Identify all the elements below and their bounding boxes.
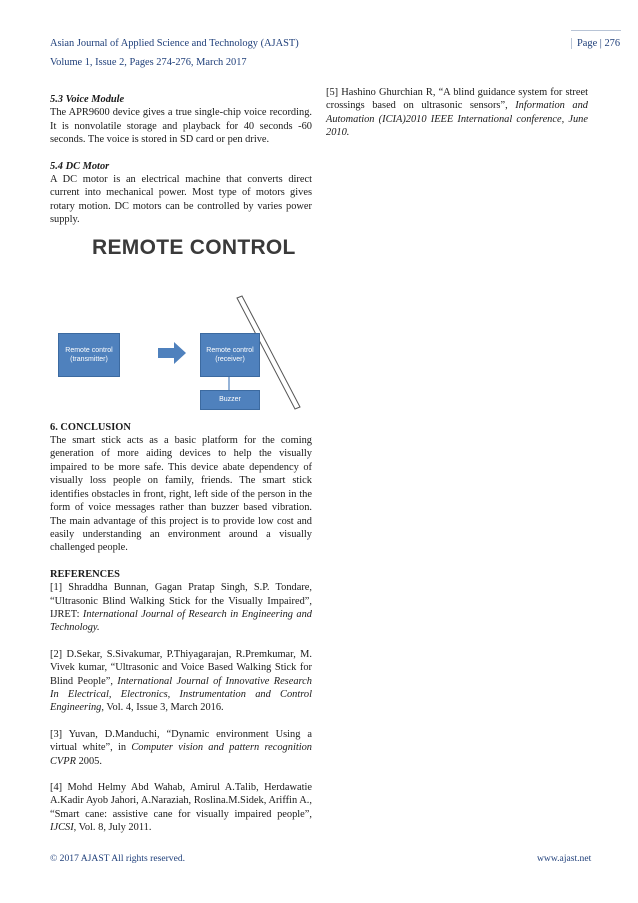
right-column bbox=[326, 86, 588, 140]
page-number: Page | 276 bbox=[571, 38, 620, 49]
footer-copyright: © 2017 AJAST All rights reserved. bbox=[50, 853, 186, 864]
references-heading: REFERENCES bbox=[50, 568, 120, 580]
page-number-rule bbox=[571, 30, 621, 31]
reference-4: [4] Mohd Helmy Abd Wahab, Amirul A.Talib, Herdawatie A.Kadir Ayob Jahori, A.Naraziah, Roslina.M.Sidek, Ariffin A., “Smart cane: assistive cane for visually impaired people”, IJCSI, Vol. 8, July 2011. bbox=[50, 782, 312, 834]
voice-module-heading: 5.3 Voice Module bbox=[50, 94, 125, 105]
reference-2: [2] D.Sekar, S.Sivakumar, P.Thiyagarajan, R.Premkumar, M. Vivek kumar, “Ultrasonic and Voice Based Walking Stick for Blind People”, International Journal of Innovative Research In Electrical, Electronics, Instrumentation and Control Engineering, Vol. 4, Issue 3, March 2016. bbox=[50, 648, 312, 714]
receiver-box: Remote control (receiver) bbox=[200, 333, 260, 377]
conclusion-heading: 6. CONCLUSION bbox=[50, 421, 131, 433]
reference-3: [3] Yuvan, D.Manduchi, “Dynamic environment Using a virtual white”, in Computer vision and pattern recognition CVPR 2005. bbox=[50, 728, 312, 767]
right-arrow-icon bbox=[158, 342, 186, 364]
conclusion-text: The smart stick acts as a basic platform for the coming generation of more aiding devices to help the visually impaired to be more safe. This device abate dependency of visually loss people on family, friends. The smart stick identifies obstacles in front, right, left side of the person in the form of voice messages rather than buzzer based vibration. The main advantage of this project is to provide low cost and easily understanding an environment around a visually challenged people. bbox=[50, 435, 312, 554]
journal-title: Asian Journal of Applied Science and Technology (AJAST) bbox=[50, 38, 299, 49]
remote-control-figure bbox=[50, 235, 312, 411]
dc-motor-text: A DC motor is an electrical machine that converts direct current into mechanical power. Most type of motors gives rotary motion. DC motors can be controlled by varies power supply. bbox=[50, 174, 312, 226]
transmitter-box: Remote control (transmitter) bbox=[58, 333, 120, 377]
dc-motor-heading: 5.4 DC Motor bbox=[50, 160, 110, 172]
left-column bbox=[50, 93, 312, 835]
voice-module-text: The APR9600 device gives a true single-chip voice recording. It is nonvolatile storage and playback for 40 seconds -60 seconds. The voice is stored in SD card or pen drive. bbox=[50, 107, 312, 146]
figure-graphics bbox=[50, 235, 312, 411]
journal-volume: Volume 1, Issue 2, Pages 274-276, March 2017 bbox=[50, 57, 247, 68]
buzzer-box: Buzzer bbox=[200, 390, 260, 410]
figure-title: REMOTE CONTROL bbox=[92, 235, 296, 259]
footer-website: www.ajast.net bbox=[537, 853, 592, 864]
reference-5: [5] Hashino Ghurchian R, “A blind guidance system for street crossings based on ultrasonic sensors”, Information and Automation (ICIA)2010 IEEE International conference, June 2010. bbox=[326, 87, 588, 139]
reference-1: [1] Shraddha Bunnan, Gagan Pratap Singh, S.P. Tondare, “Ultrasonic Blind Walking Stick for the Visually Impaired”, IJRET: International Journal of Research in Engineering and Technology. bbox=[50, 582, 312, 634]
